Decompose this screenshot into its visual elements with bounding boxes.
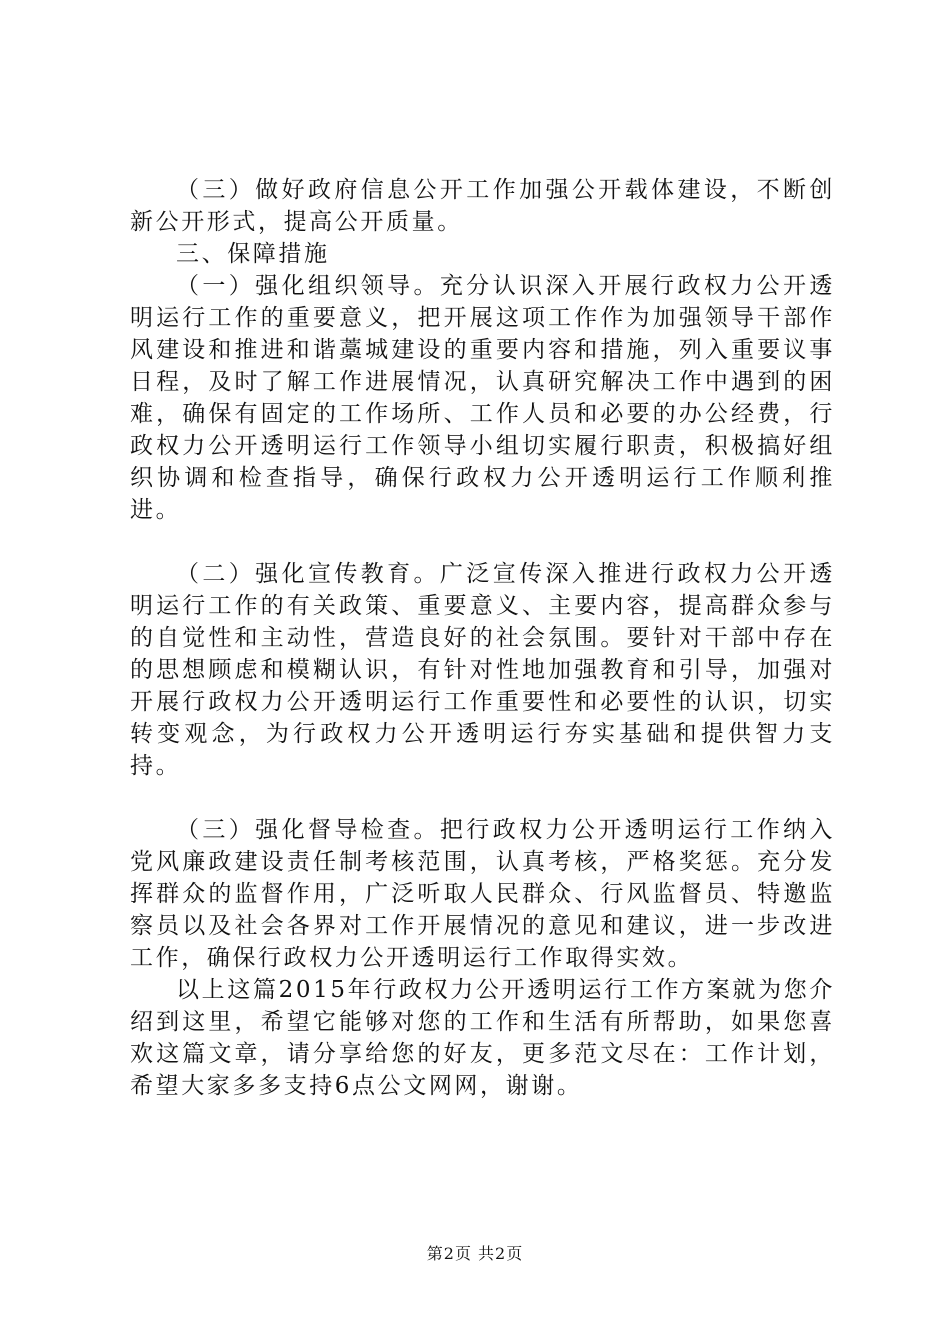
- page-number-footer: 第2页 共2页: [426, 1244, 524, 1263]
- paragraph-spacer: [130, 782, 835, 814]
- document-body: [130, 174, 835, 1102]
- paragraph-organization-leadership: （一）强化组织领导。充分认识深入开展行政权力公开透明运行工作的重要意义，把开展这项工作作为加强领导干部作风建设和推进和谐藁城建设的重要内容和措施，列入重要议事日程，及时了解工作进展情况，认真研究解决工作中遇到的困难，确保有固定的工作场所、工作人员和必要的办公经费，行政权力公开透明运行工作领导小组切实履行职责，积极搞好组织协调和检查指导，确保行政权力公开透明运行工作顺利推进。: [130, 273, 835, 523]
- paragraph-supervision-inspection: （三）强化督导检查。把行政权力公开透明运行工作纳入党风廉政建设责任制考核范围，认真考核，严格奖惩。充分发挥群众的监督作用，广泛听取人民群众、行风监督员、特邀监察员以及社会各界对工作开展情况的意见和建议，进一步改进工作，确保行政权力公开透明运行工作取得实效。: [130, 817, 835, 971]
- paragraph-publicity-education: （二）强化宣传教育。广泛宣传深入推进行政权力公开透明运行工作的有关政策、重要意义、主要内容，提高群众参与的自觉性和主动性，营造良好的社会氛围。要针对干部中存在的思想顾虑和模糊认识，有针对性地加强教育和引导，加强对开展行政权力公开透明运行工作重要性和必要性的认识，切实转变观念，为行政权力公开透明运行夯实基础和提供智力支持。: [130, 561, 835, 779]
- section-heading-safeguards: 三、保障措施: [176, 241, 330, 267]
- paragraph-publicity-carrier: （三）做好政府信息公开工作加强公开载体建设，不断创新公开形式，提高公开质量。: [130, 177, 835, 235]
- paragraph-closing-note: 以上这篇2015年行政权力公开透明运行工作方案就为您介绍到这里，希望它能够对您的工作和生活有所帮助，如果您喜欢这篇文章，请分享给您的好友，更多范文尽在：工作计划，希望大家多多支持6点公文网网，谢谢。: [130, 977, 835, 1099]
- paragraph-spacer: [130, 526, 835, 558]
